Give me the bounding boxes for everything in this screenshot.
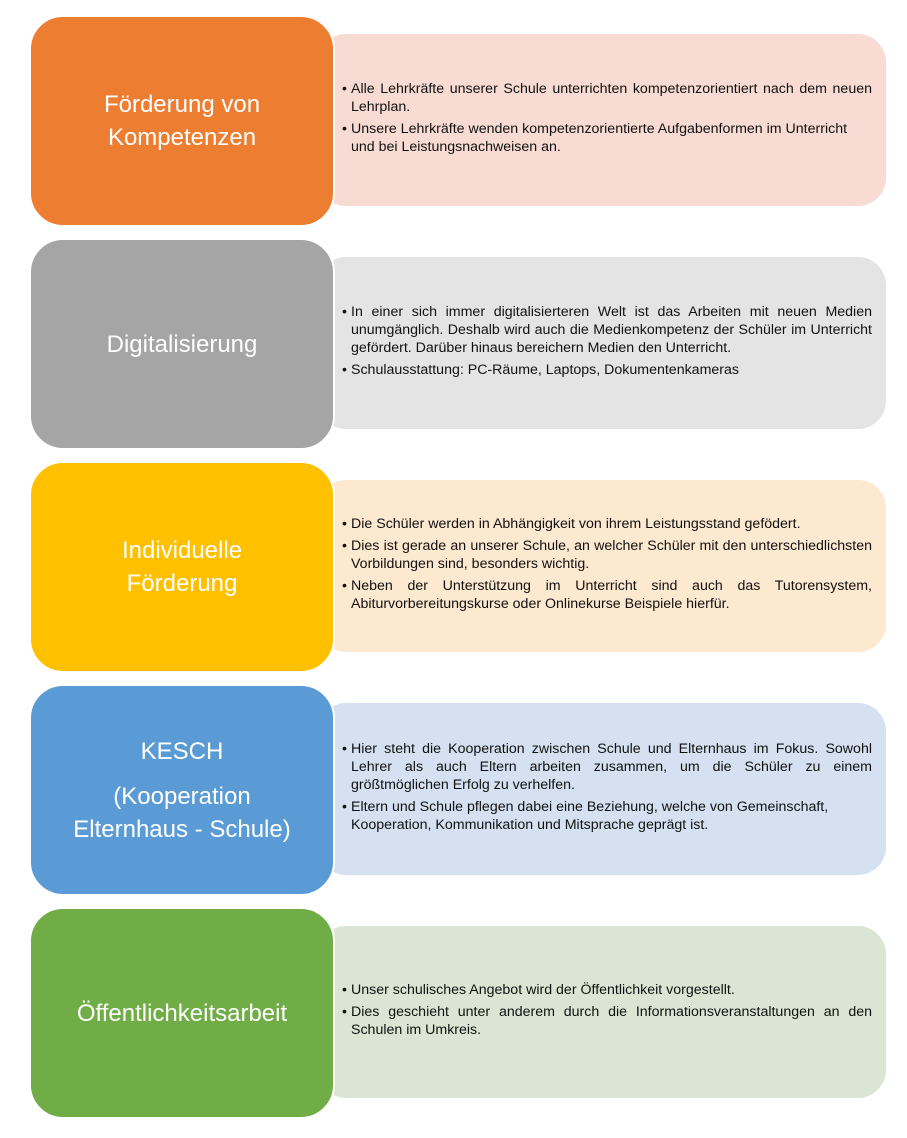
bullet-point: •: [342, 121, 347, 137]
title-line: Förderung: [126, 570, 238, 597]
bullet-point: •: [342, 516, 347, 532]
bullet-item: • Unser schulisches Angebot wird der Öffentlichkeit vorgestellt.: [342, 982, 735, 998]
bullet-point: •: [342, 1004, 347, 1020]
description-box: [318, 257, 886, 429]
bullet-item: • Unsere Lehrkräfte wenden kompetenzorientierte Aufgabenformen im Unterricht und bei Leistungsnachweisen an.: [342, 121, 848, 155]
bullet-point: •: [342, 799, 347, 815]
bullet-point: •: [342, 538, 347, 554]
bullet-list: [342, 303, 872, 383]
title-box: [29, 684, 335, 896]
title-line: Elternhaus - Schule): [73, 815, 291, 843]
bullet-item: • Hier steht die Kooperation zwischen Schule und Elternhaus im Fokus. Sowohl Lehrer als auch Eltern arbeiten zusammen, um die Schüler zu einem größtmöglichen Erfolg zu verhelfen.: [342, 741, 872, 793]
description-box: [318, 926, 886, 1098]
bullet-list: [342, 515, 872, 617]
bullet-list: [342, 740, 872, 838]
title-box: [29, 15, 335, 227]
bullet-point: •: [342, 304, 347, 320]
bullet-point: •: [342, 362, 347, 378]
row-individuelle-foerderung: [0, 461, 907, 673]
bullet-item: • Alle Lehrkräfte unserer Schule unterrichten kompetenzorientiert nach dem neuen Lehrplan.: [342, 81, 872, 115]
title-box: [29, 238, 335, 450]
bullet-list: [342, 80, 872, 160]
title-line: Förderung von: [103, 91, 261, 118]
title-line: Öffentlichkeitsarbeit: [76, 999, 288, 1027]
title-line: KESCH: [140, 737, 224, 765]
row-digitalisierung: [0, 238, 907, 450]
bullet-item: • In einer sich immer digitalisierteren Welt ist das Arbeiten mit neuen Medien unumgänglich. Deshalb wird auch die Medienkompetenz der Schüler im Unterricht gefördert. Darüber hinaus bereichern Medien den Unterricht.: [342, 304, 872, 356]
description-box: [318, 480, 886, 652]
row-kesch: [0, 684, 907, 896]
bullet-item: • Dies geschieht unter anderem durch die Informationsveranstaltungen an den Schulen im Umkreis.: [342, 1004, 872, 1038]
title-box: [29, 907, 335, 1119]
title-line: (Kooperation: [113, 782, 251, 810]
bullet-item: • Schulausstattung: PC-Räume, Laptops, Dokumentenkameras: [342, 362, 739, 378]
bullet-item: • Neben der Unterstützung im Unterricht sind auch das Tutorensystem, Abiturvorbereitungskurse oder Onlinekurse Beispiele hierfür.: [342, 578, 872, 612]
bullet-item: • Eltern und Schule pflegen dabei eine Beziehung, welche von Gemeinschaft, Kooperation, Kommunikation und Mitsprache geprägt ist.: [342, 799, 829, 833]
bullet-item: • Dies ist gerade an unserer Schule, an welcher Schüler mit den unterschiedlichsten Vorbildungen sind, besonders wichtig.: [342, 538, 872, 572]
title-line: Individuelle: [121, 537, 243, 564]
bullet-point: •: [342, 741, 347, 757]
bullet-point: •: [342, 982, 347, 998]
title-line: Digitalisierung: [106, 330, 258, 358]
bullet-list: [342, 981, 872, 1043]
row-foerderung-von-kompetenzen: [0, 15, 907, 227]
title-box: [29, 461, 335, 673]
description-box: [318, 34, 886, 206]
bullet-point: •: [342, 81, 347, 97]
bullet-item: • Die Schüler werden in Abhängigkeit von ihrem Leistungsstand gefödert.: [342, 516, 801, 532]
description-box: [318, 703, 886, 875]
title-line: Kompetenzen: [107, 124, 257, 151]
bullet-point: •: [342, 578, 347, 594]
row-oeffentlichkeitsarbeit: [0, 907, 907, 1119]
